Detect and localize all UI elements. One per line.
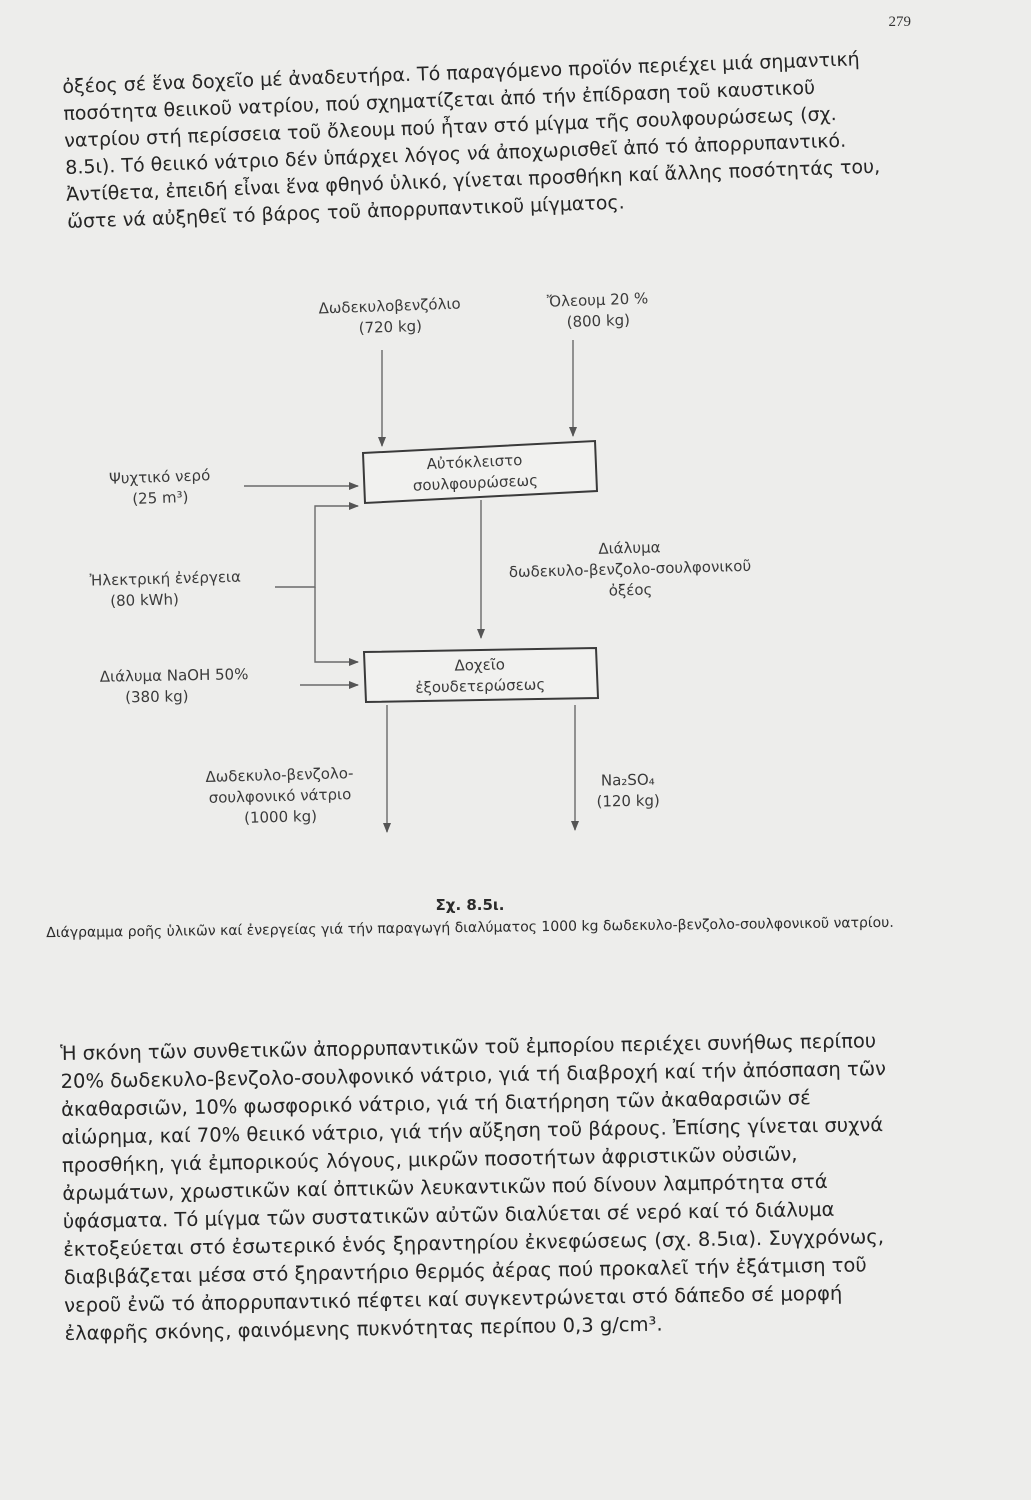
autoclave-label	[384, 448, 566, 498]
energy-name: Ἠλεκτρική ἐνέργεια	[89, 567, 242, 590]
page-number: 279	[888, 14, 911, 30]
neutralization-line2: ἐξουδετερώσεως	[415, 675, 546, 697]
water-name: Ψυχτικό νερό	[108, 466, 211, 488]
intermediate-line2: δωδεκυλο-βενζολο-σουλφονικοῦ	[508, 556, 752, 582]
intermediate-line1: Διάλυμα	[598, 538, 661, 558]
output1-line1: Δωδεκυλο-βενζολο-	[205, 764, 354, 786]
intermediate-line3: ὀξέος	[608, 580, 653, 600]
input2-name: Ὄλεουμ 20 %	[546, 289, 649, 311]
naoh-amount: (380 kg)	[125, 687, 189, 707]
output1-line2: σουλφονικό νάτριο	[208, 785, 352, 807]
output2-name: Na₂SO₄	[600, 770, 655, 790]
input2-amount: (800 kg)	[566, 310, 631, 332]
autoclave-line2: σουλφουρώσεως	[412, 471, 539, 495]
input1-amount: (720 kg)	[358, 316, 423, 338]
energy-line-lower	[315, 587, 358, 662]
autoclave-line1: Αὐτόκλειστο	[426, 450, 523, 474]
energy-label	[89, 565, 290, 612]
paragraph-top: ὀξέος σέ ἕνα δοχεῖο μέ ἀναδευτήρα. Τό παραγόμενο προϊόν περιέχει μιά σημαντική ποσότητα θειικοῦ νατρίου, πού σχηματίζεται ἀπό τήν ἐπίδραση τοῦ καυστικοῦ νατρίου στή περίσσεια τοῦ ὄλεουμ πού ἦταν στό μίγμα τῆς σουλφουρώσεως (σχ. 8.5ι). Τό θειικό νάτριο δέν ὑπάρχει λόγος νά ἀποχωρισθεῖ ἀπό τό ἀπορρυπαντικό. Ἀντίθετα, ἐπειδή εἶναι ἕνα φθηνό ὑλικό, γίνεται προσθήκη καί ἄλλης ποσότητάς του, ὥστε νά αὐξηθεῖ τό βάρος τοῦ ἀπορρυπαντικοῦ μίγματος.	[62, 48, 881, 233]
input1-label	[309, 293, 470, 341]
paragraph-bottom: Ἡ σκόνη τῶν συνθετικῶν ἀπορρυπαντικῶν τοῦ ἐμπορίου περιέχει συνήθως περίπου 20% δωδεκυλο-βενζολο-σουλφονικό νάτριο, γιά τή διαβροχή καί τήν ἀπόσπαση τῶν ἀκαθαρσιῶν, 10% φωσφορικό νάτριο, γιά τή διατήρηση τῶν ἀκαθαρσιῶν σέ αἰώρημα, καί 70% θειικό νάτριο, γιά τήν αὔξηση τοῦ βάρους. Ἐπίσης γίνεται συχνά προσθήκη, γιά ἐμπορικούς λόγους, μικρῶν ποσοτήτων ἀφριστικῶν οὐσιῶν, ἀρωμάτων, χρωστικῶν καί ὀπτικῶν λευκαντικῶν πού δίνουν λαμπρότητα στά ὑφάσματα. Τό μίγμα τῶν συστατικῶν αὐτῶν διαλύεται σέ νερό καί τό διάλυμα ἐκτοξεύεται στό ἐσωτερικό ἑνός ξηραντηρίου ἐκνεφώσεως (σχ. 8.5ια). Συγχρόνως, διαβιβάζεται μέσα στό ξηραντήριο θερμός ἀέρας πού προκαλεῖ τήν ἐξάτμιση τοῦ νεροῦ ἐνῶ τό ἀπορρυπαντικό πέφτει καί συγκεντρώνεται στό δάπεδο σέ μορφή ἐλαφρῆς σκόνης, φαινόμενης πυκνότητας περίπου 0,3 g/cm³.	[60, 1029, 887, 1345]
output1-label	[189, 763, 371, 831]
naoh-label	[100, 663, 301, 708]
intermediate-label	[479, 534, 781, 605]
output1-line3: (1000 kg)	[243, 807, 318, 827]
figure-number: Σχ. 8.5ι.	[435, 896, 505, 914]
flow-diagram	[0, 270, 1031, 920]
output2-amount: (120 kg)	[596, 791, 660, 811]
input1-name: Δωδεκυλοβενζόλιο	[318, 294, 461, 318]
water-label	[79, 464, 240, 512]
figure-caption: Διάγραμμα ροῆς ὑλικῶν καί ἐνεργείας γιά τήν παραγωγή διαλύματος 1000 kg δωδεκυλο-βενζολο-σουλφονικοῦ νατρίου.	[46, 914, 894, 942]
naoh-name: Διάλυμα NaOH 50%	[99, 665, 249, 686]
water-amount: (25 m³)	[131, 488, 189, 508]
energy-amount: (80 kWh)	[110, 590, 180, 611]
input2-label	[517, 287, 678, 335]
neutralization-line1: Δοχεῖο	[454, 655, 506, 675]
neutralization-label	[389, 653, 570, 700]
output2-label	[578, 769, 679, 813]
